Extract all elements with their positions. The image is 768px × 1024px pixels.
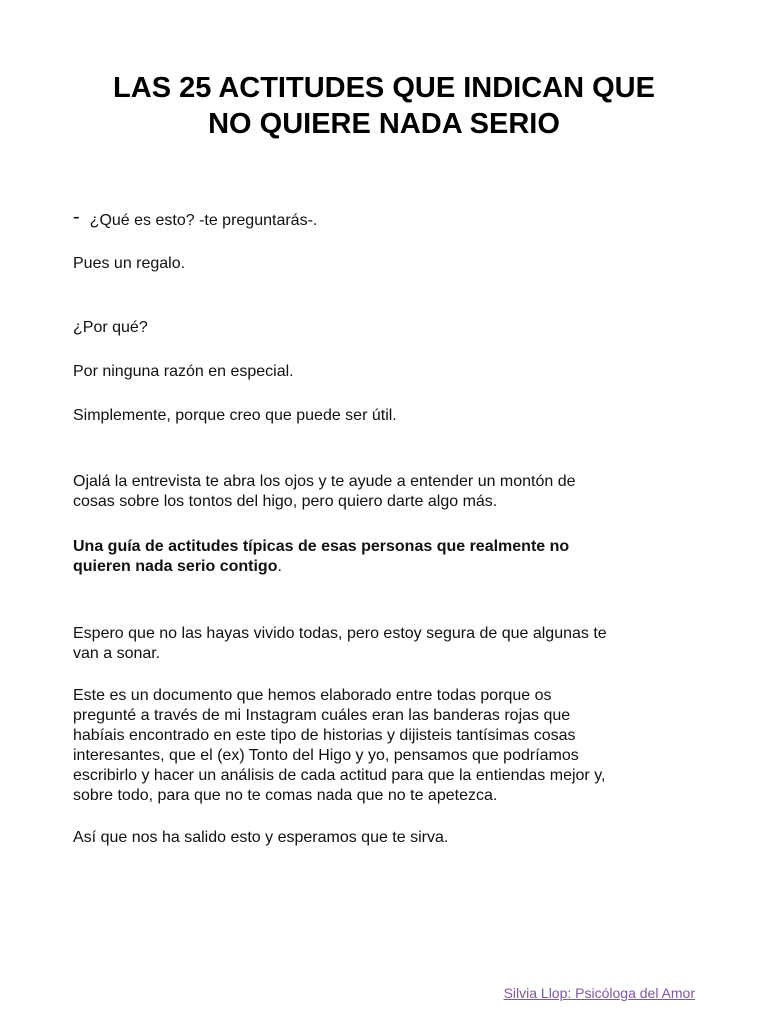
title-line-1: LAS 25 ACTITUDES QUE INDICAN QUE xyxy=(113,72,655,104)
paragraph-documento xyxy=(73,686,713,806)
paragraph-documento-line-6: sobre todo, para que no te comas nada que no te apetezca. xyxy=(73,787,498,804)
paragraph-entrevista-line-1: Ojalá la entrevista te abra los ojos y te ayude a entender un montón de xyxy=(73,473,576,490)
page-title xyxy=(40,70,728,142)
paragraph-documento-line-5: escribirlo y hacer un análisis de cada actitud para que la entiendas mejor y, xyxy=(73,767,606,784)
paragraph-documento-line-1: Este es un documento que hemos elaborado entre todas porque os xyxy=(73,687,552,704)
paragraph-guia-line-2: quieren nada serio contigo xyxy=(73,558,278,575)
paragraph-documento-line-2: pregunté a través de mi Instagram cuáles eran las banderas rojas que xyxy=(73,707,571,724)
paragraph-regalo: Pues un regalo. xyxy=(73,255,186,272)
paragraph-guia-period: . xyxy=(277,558,282,575)
title-line-2: NO QUIERE NADA SERIO xyxy=(208,108,560,140)
paragraph-documento-line-3: habíais encontrado en este tipo de historias y dijisteis tantísimas cosas xyxy=(73,727,576,744)
bullet-dash: - xyxy=(73,206,80,228)
paragraph-simplemente: Simplemente, porque creo que puede ser útil. xyxy=(73,407,397,424)
paragraph-guia-line-1: Una guía de actitudes típicas de esas personas que realmente no xyxy=(73,538,570,555)
bullet-text: ¿Qué es esto? -te preguntarás-. xyxy=(89,212,318,229)
paragraph-espero xyxy=(73,624,713,664)
paragraph-entrevista xyxy=(73,472,713,512)
paragraph-ninguna-razon: Por ninguna razón en especial. xyxy=(73,363,294,380)
paragraph-documento-line-4: interesantes, que el (ex) Tonto del Higo y yo, pensamos que podríamos xyxy=(73,747,579,764)
intro-bullet xyxy=(73,206,318,231)
paragraph-salido: Así que nos ha salido esto y esperamos que te sirva. xyxy=(73,829,449,846)
paragraph-entrevista-line-2: cosas sobre los tontos del higo, pero quiero darte algo más. xyxy=(73,493,498,510)
author-link[interactable]: Silvia Llop: Psicóloga del Amor xyxy=(503,985,695,1001)
paragraph-espero-line-2: van a sonar. xyxy=(73,645,161,662)
paragraph-guia xyxy=(73,537,713,577)
paragraph-por-que: ¿Por qué? xyxy=(73,319,148,336)
paragraph-espero-line-1: Espero que no las hayas vivido todas, pero estoy segura de que algunas te xyxy=(73,625,607,642)
